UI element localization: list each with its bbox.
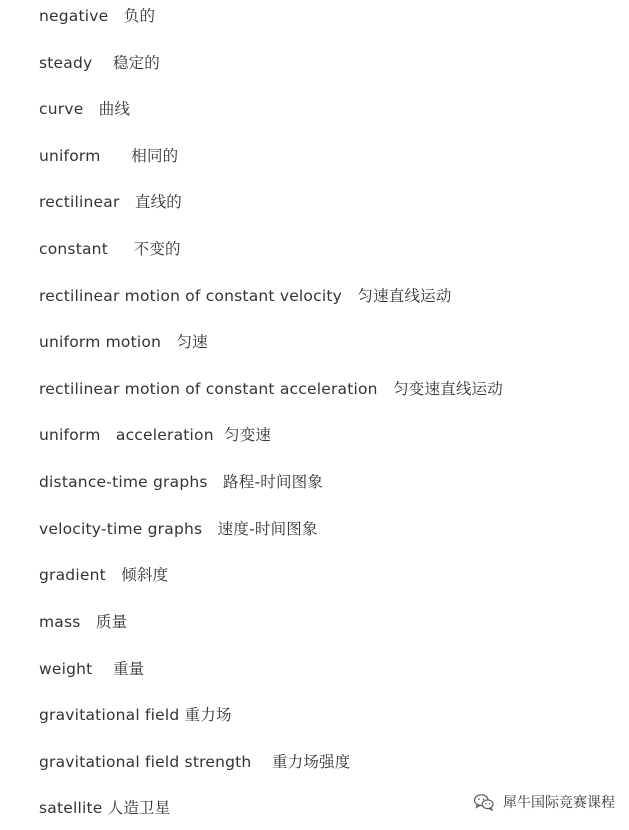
vocab-row: uniform acceleration 匀变速 bbox=[39, 426, 272, 444]
vocab-row: weight 重量 bbox=[39, 660, 145, 678]
vocab-row: satellite 人造卫星 bbox=[39, 799, 171, 817]
vocab-row: steady 稳定的 bbox=[39, 54, 161, 72]
vocab-row: rectilinear motion of constant velocity 匀速直线运动 bbox=[39, 287, 452, 305]
vocab-row: gravitational field strength 重力场强度 bbox=[39, 753, 351, 771]
watermark-text: 犀牛国际竞赛课程 bbox=[503, 795, 615, 811]
vocab-row: negative 负的 bbox=[39, 7, 156, 25]
vocab-row: velocity-time graphs 速度-时间图象 bbox=[39, 520, 318, 538]
vocab-row: rectilinear 直线的 bbox=[39, 193, 182, 211]
wechat-icon bbox=[473, 793, 495, 811]
vocab-row: uniform motion 匀速 bbox=[39, 333, 208, 351]
vocab-row: distance-time graphs 路程-时间图象 bbox=[39, 473, 324, 491]
vocab-row: rectilinear motion of constant acceleration 匀变速直线运动 bbox=[39, 380, 503, 398]
vocab-row: mass 质量 bbox=[39, 613, 128, 631]
vocab-row: constant 不变的 bbox=[39, 240, 181, 258]
vocab-row: uniform 相同的 bbox=[39, 147, 179, 165]
watermark bbox=[473, 791, 615, 813]
vocab-row: curve 曲线 bbox=[39, 100, 131, 118]
vocab-row: gradient 倾斜度 bbox=[39, 566, 169, 584]
vocab-row: gravitational field 重力场 bbox=[39, 706, 232, 724]
